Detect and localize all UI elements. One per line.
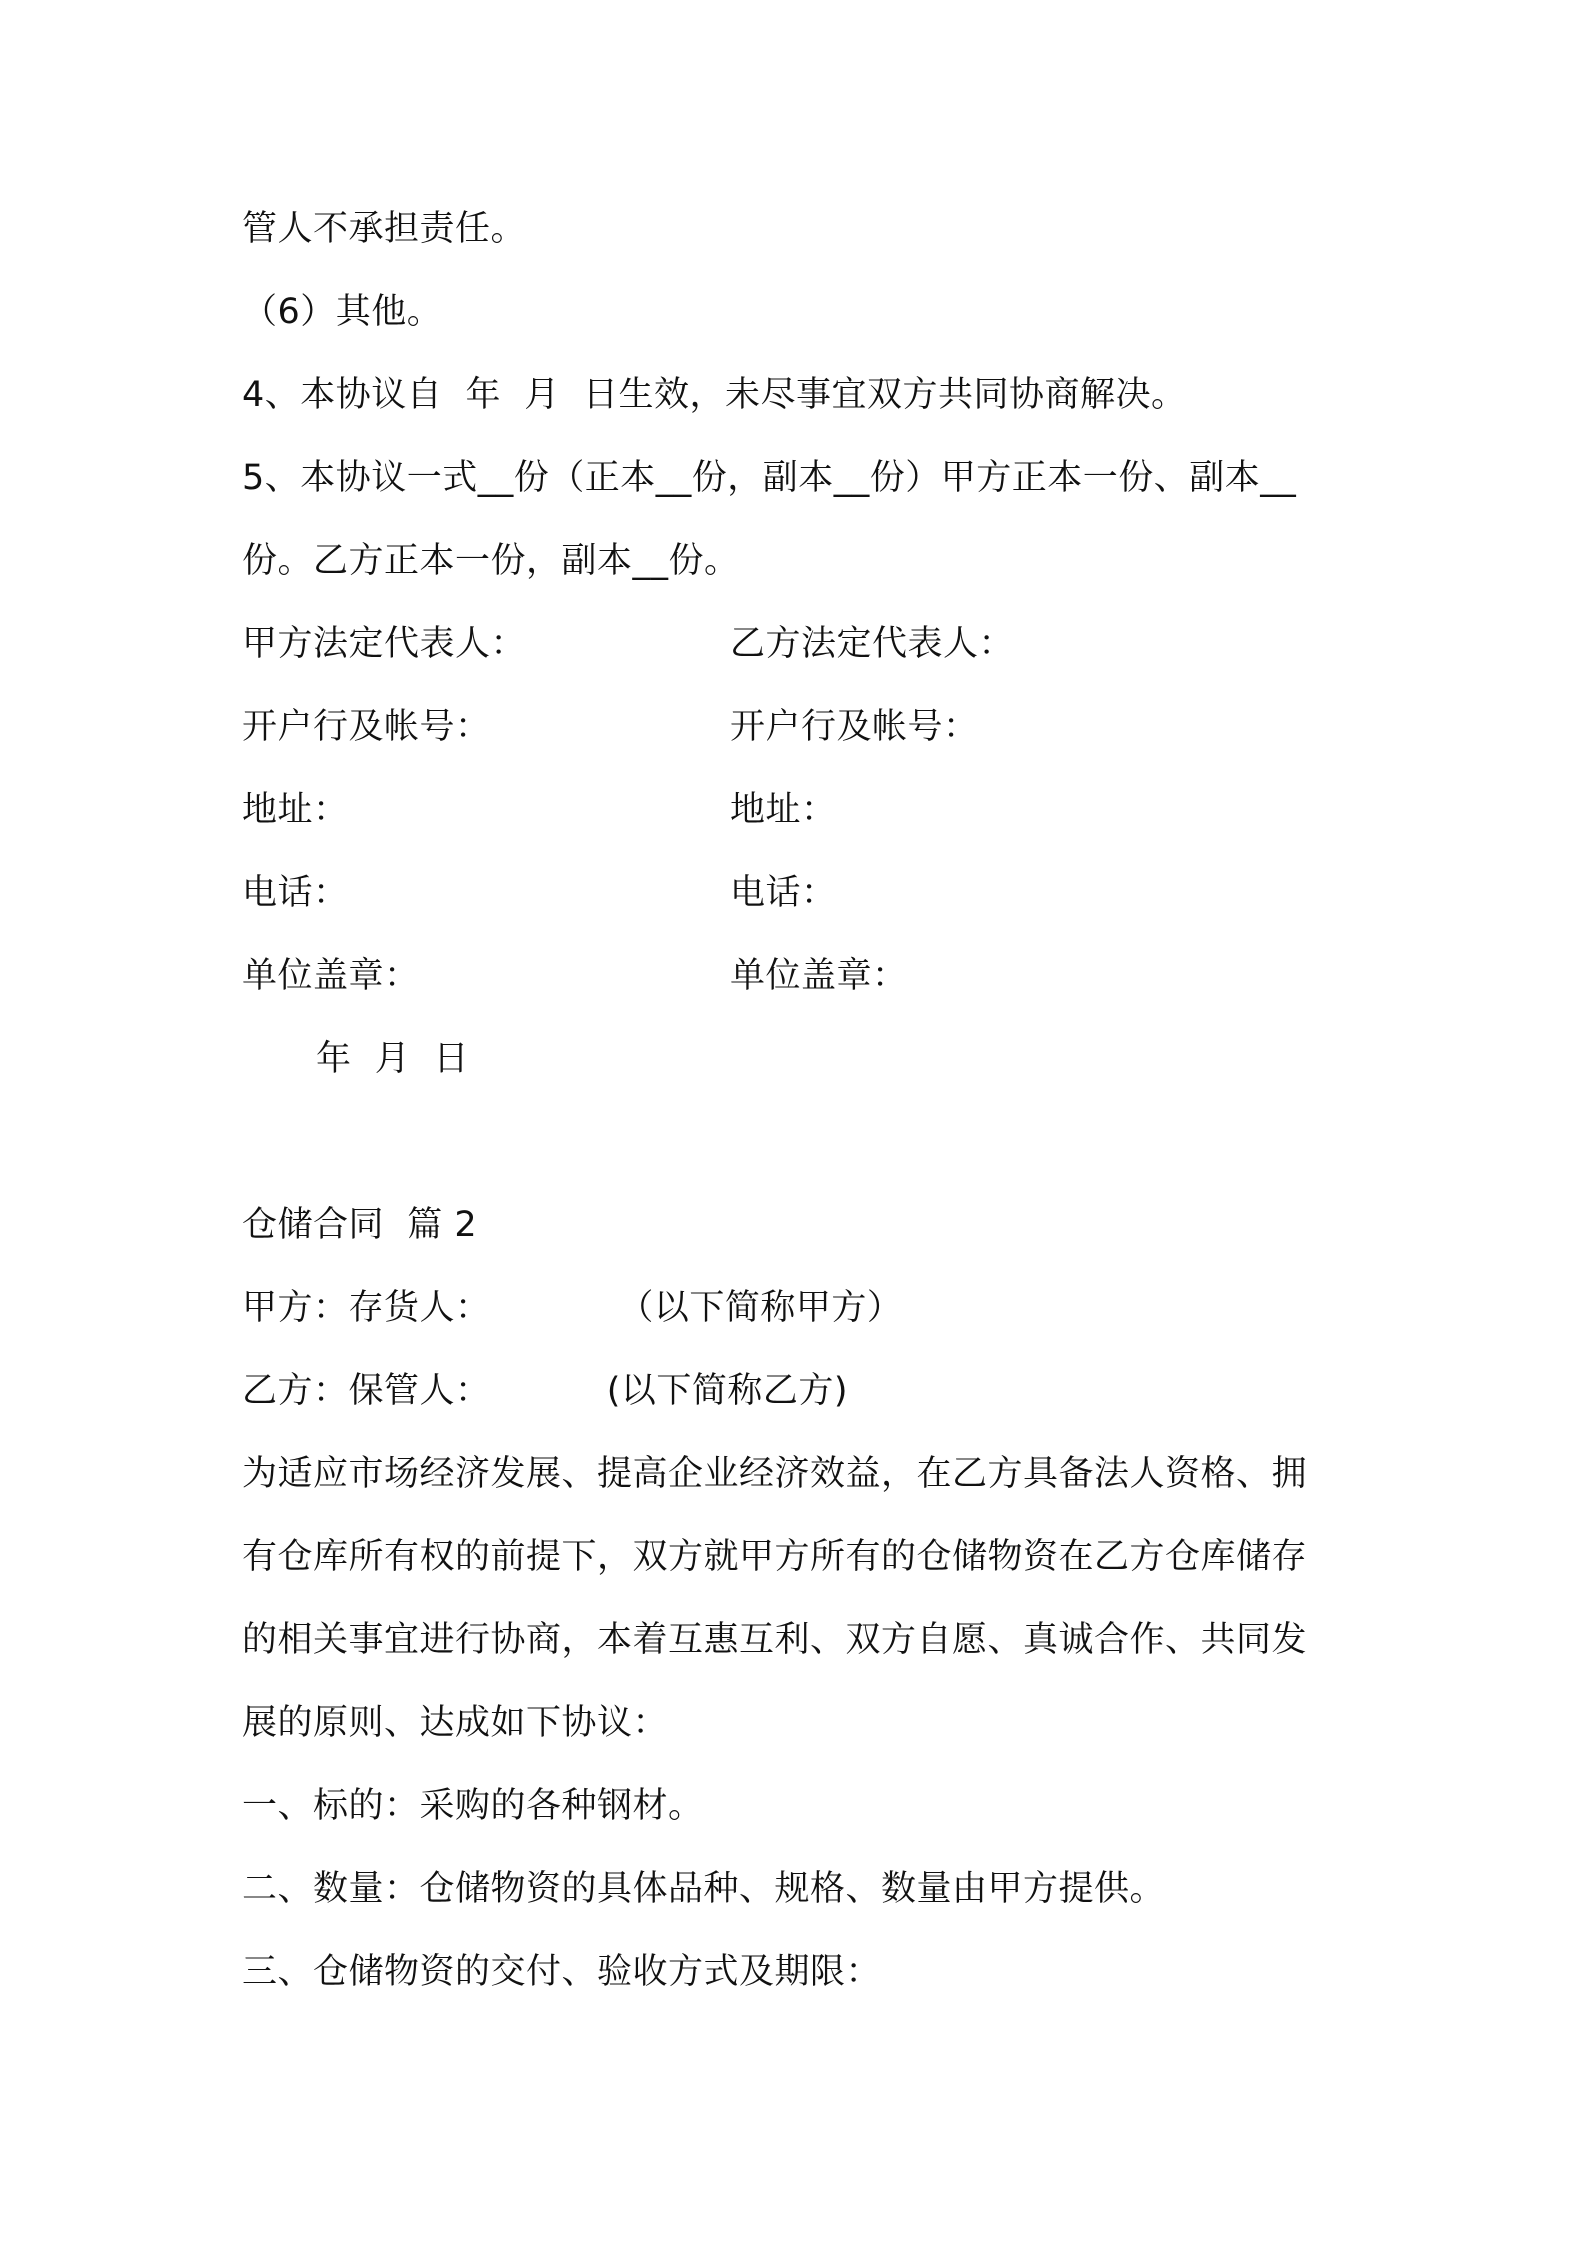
preamble-line-1: 为适应市场经济发展、提高企业经济效益，在乙方具备法人资格、拥 bbox=[242, 1454, 1308, 1494]
party-a-address: 地址： bbox=[242, 790, 349, 830]
preamble-line-3: 的相关事宜进行协商，本着互惠互利、双方自愿、真诚合作、共同发 bbox=[242, 1620, 1308, 1660]
party-b-address: 地址： bbox=[730, 790, 837, 830]
party-a-legal-rep: 甲方法定代表人： bbox=[242, 624, 527, 664]
signature-date: 年 月 日 bbox=[316, 1039, 470, 1079]
clause-4: 4、本协议自 年 月 日生效，未尽事宜双方共同协商解决。 bbox=[242, 375, 1187, 415]
contract-2-party-a: 甲方：存货人： （以下简称甲方） bbox=[242, 1288, 903, 1328]
party-b-seal: 单位盖章： bbox=[730, 956, 908, 996]
article-3: 三、仓储物资的交付、验收方式及期限： bbox=[242, 1952, 882, 1992]
party-b-phone: 电话： bbox=[730, 873, 837, 913]
party-a-seal: 单位盖章： bbox=[242, 956, 420, 996]
preamble-line-2: 有仓库所有权的前提下，双方就甲方所有的仓储物资在乙方仓库储存 bbox=[242, 1537, 1308, 1577]
item-6: （6）其他。 bbox=[242, 292, 443, 332]
clause-5-line-2: 份。乙方正本一份，副本__份。 bbox=[242, 541, 740, 581]
clause-5-line-1: 5、本协议一式__份（正本__份，副本__份）甲方正本一份、副本__ bbox=[242, 458, 1297, 498]
contract-2-title: 仓储合同 篇 2 bbox=[242, 1205, 478, 1245]
continuation-line: 管人不承担责任。 bbox=[242, 209, 527, 249]
article-1: 一、标的：采购的各种钢材。 bbox=[242, 1786, 704, 1826]
party-a-phone: 电话： bbox=[242, 873, 349, 913]
contract-2-party-b: 乙方：保管人： (以下简称乙方) bbox=[242, 1371, 849, 1411]
party-b-bank-account: 开户行及帐号： bbox=[730, 707, 979, 747]
party-a-bank-account: 开户行及帐号： bbox=[242, 707, 491, 747]
article-2: 二、数量：仓储物资的具体品种、规格、数量由甲方提供。 bbox=[242, 1869, 1166, 1909]
preamble-line-4: 展的原则、达成如下协议： bbox=[242, 1703, 669, 1743]
party-b-legal-rep: 乙方法定代表人： bbox=[730, 624, 1015, 664]
